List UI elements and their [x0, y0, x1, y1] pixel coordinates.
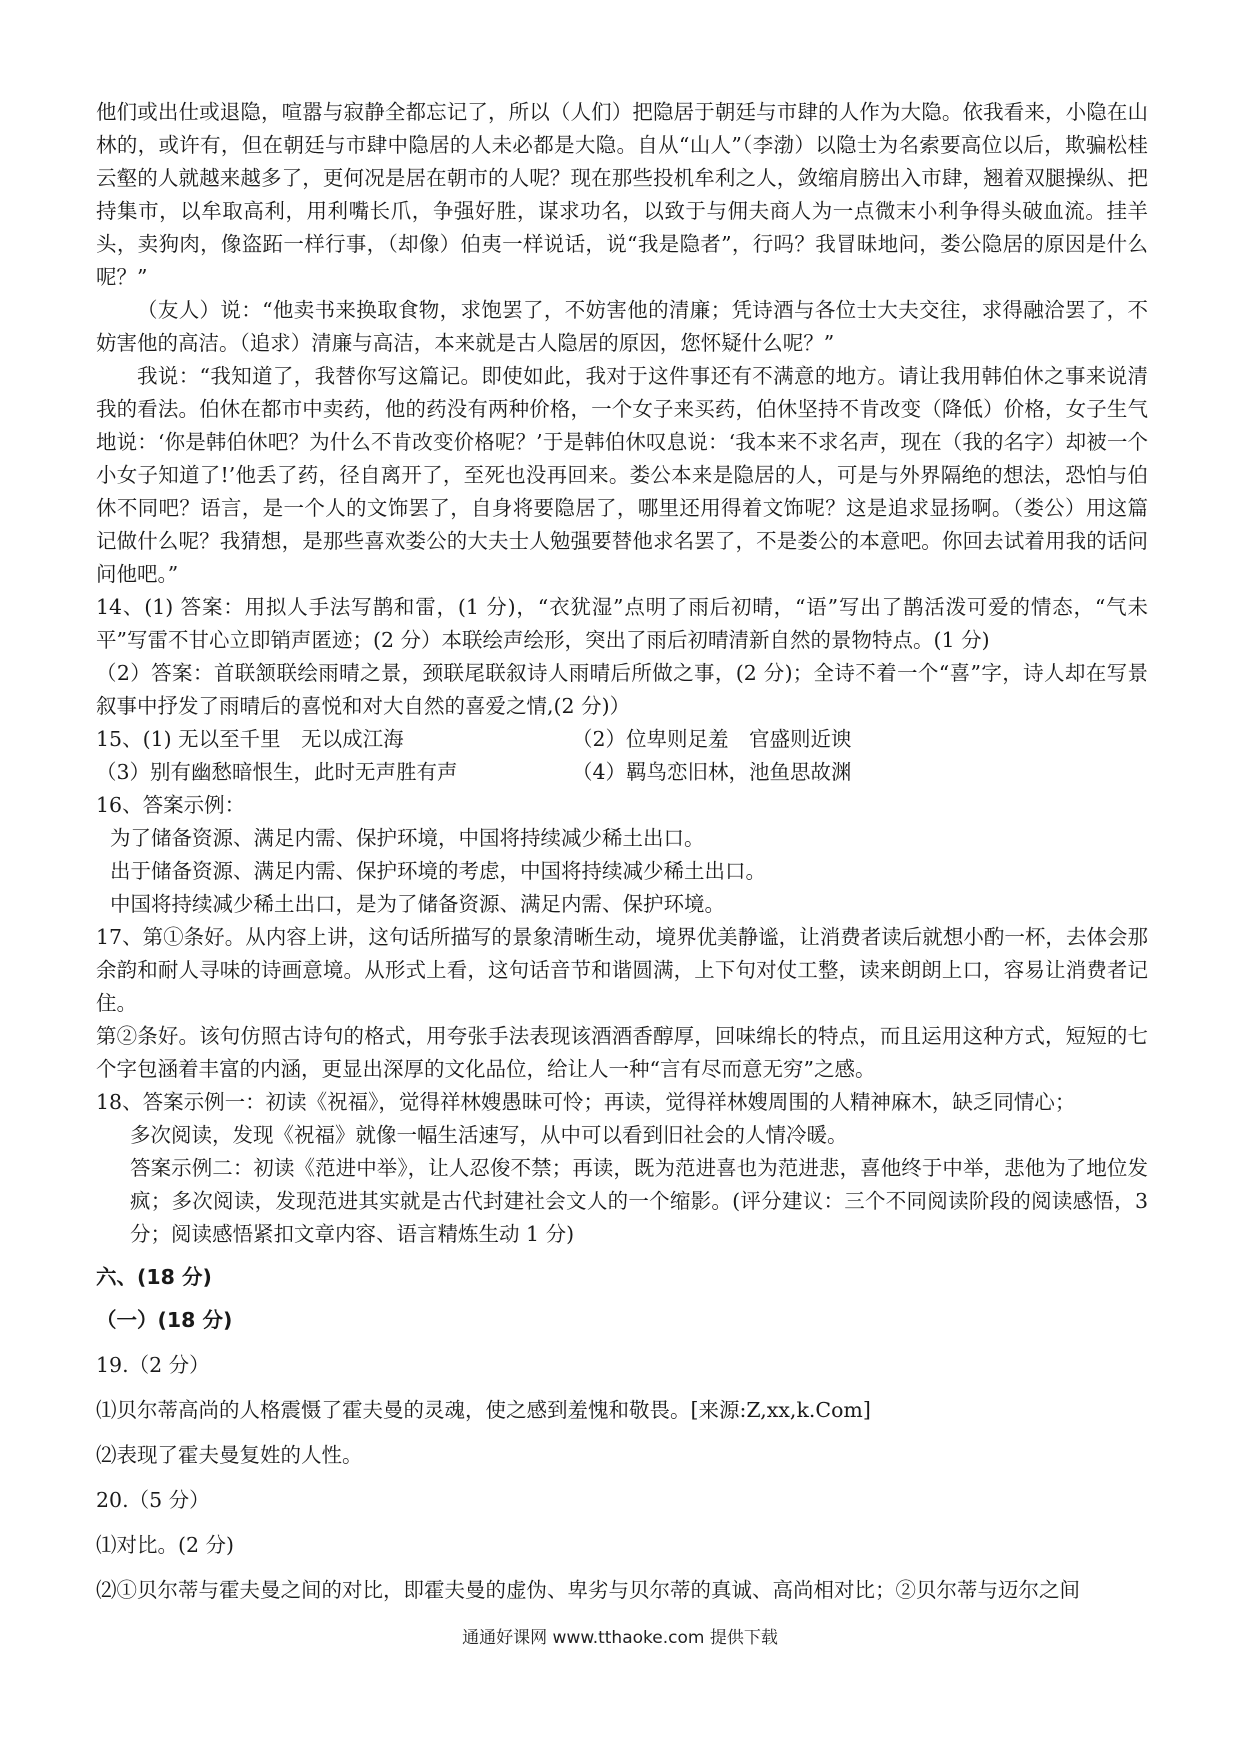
answer-19-part-1: ⑴贝尔蒂高尚的人格震慑了霍夫曼的灵魂，使之感到羞愧和敬畏。[来源:Z,xx,k.Com]: [96, 1398, 871, 1422]
answer-16-example-2: 出于储备资源、满足内需、保护环境的考虑，中国将持续减少稀土出口。: [110, 859, 766, 883]
answer-19-part-2: ⑵表现了霍夫曼复姓的人性。: [96, 1443, 363, 1467]
answer-14-part-2: （2）答案：首联颔联绘雨晴之景，颈联尾联叙诗人雨晴后所做之事，(2 分)；全诗不着一个“喜”字，诗人却在写景叙事中抒发了雨晴后的喜悦和对大自然的喜爱之情,(2 分)）: [96, 661, 1148, 718]
answer-20-part-2: ⑵①贝尔蒂与霍夫曼之间的对比，即霍夫曼的虚伪、卑劣与贝尔蒂的真诚、高尚相对比；②贝尔蒂与迈尔之间: [96, 1578, 1080, 1602]
answer-15-item-1: 15、(1) 无以至千里 无以成江海: [96, 727, 404, 751]
answer-14-part-1: 14、(1) 答案：用拟人手法写鹊和雷，(1 分)，“衣犹湿”点明了雨后初晴，“语”写出了鹊活泼可爱的情态，“气未平”写雷不甘心立即销声匿迹；(2 分）本联绘声绘形，突出了雨后初晴清新自然的景物特点。(1 分): [96, 595, 1148, 652]
answer-15-item-4: （4）羁鸟恋旧林，池鱼思故渊: [572, 760, 852, 784]
answer-16-title: 16、答案示例：: [96, 793, 246, 817]
answer-16-example-1: 为了储备资源、满足内需、保护环境，中国将持续减少稀土出口。: [110, 826, 705, 850]
answer-17-option-1: 17、第①条好。从内容上讲，这句话所描写的景象清晰生动，境界优美静谧，让消费者读后就想小酌一杯，去体会那余韵和耐人寻味的诗画意境。从形式上看，这句话音节和谐圆满，上下句对仗工整，读来朗朗上口，容易让消费者记住。: [96, 925, 1148, 1015]
section-6-sub-heading: （一）(18 分): [96, 1308, 233, 1332]
answer-18-example-1: 18、答案示例一：初读《祝福》，觉得祥林嫂愚昧可怜；再读，觉得祥林嫂周围的人精神麻木，缺乏同情心；: [96, 1090, 1076, 1114]
section-6-heading: 六、(18 分): [96, 1265, 212, 1289]
answer-15-row-2: [96, 756, 1148, 789]
answer-17-option-2: 第②条好。该句仿照古诗句的格式，用夸张手法表现该酒酒香醇厚，回味绵长的特点，而且运用这种方式，短短的七个字包涵着丰富的内涵，更显出深厚的文化品位，给让人一种“言有尽而意无穷”之感。: [96, 1024, 1148, 1081]
answer-20-part-1: ⑴对比。(2 分): [96, 1533, 235, 1557]
answer-18-example-1-cont: 多次阅读，发现《祝福》就像一幅生活速写，从中可以看到旧社会的人情冷暖。: [130, 1123, 848, 1147]
answer-15-item-3: （3）别有幽愁暗恨生，此时无声胜有声: [96, 760, 458, 784]
answer-19-title: 19.（2 分）: [96, 1353, 210, 1377]
translation-paragraph-3: 我说：“我知道了，我替你写这篇记。即使如此，我对于这件事还有不满意的地方。请让我用韩伯休之事来说清我的看法。伯休在都市中卖药，他的药没有两种价格，一个女子来买药，伯休坚持不肯改变（降低）价格，女子生气地说：‘你是韩伯休吧？为什么不肯改变价格呢？’于是韩伯休叹息说：‘我本来不求名声，现在（我的名字）却被一个小女子知道了!’他丢了药，径自离开了，至死也没再回来。娄公本来是隐居的人，可是与外界隔绝的想法，恐怕与伯休不同吧？语言，是一个人的文饰罢了，自身将要隐居了，哪里还用得着文饰呢？这是追求显扬啊。（娄公）用这篇记做什么呢？我猜想，是那些喜欢娄公的大夫士人勉强要替他求名罢了，不是娄公的本意吧。你回去试着用我的话问问他吧。”: [96, 364, 1148, 586]
translation-paragraph-2: （友人）说：“他卖书来换取食物，求饱罢了，不妨害他的清廉；凭诗酒与各位士大夫交往，求得融洽罢了，不妨害他的高洁。（追求）清廉与高洁，本来就是古人隐居的原因，您怀疑什么呢？”: [96, 298, 1148, 355]
answer-18-example-2: 答案示例二：初读《范进中举》，让人忍俊不禁；再读，既为范进喜也为范进悲，喜他终于中举，悲他为了地位发疯；多次阅读，发现范进其实就是古代封建社会文人的一个缩影。(评分建议：三个不同阅读阶段的阅读感悟，3 分；阅读感悟紧扣文章内容、语言精炼生动 1 分): [130, 1156, 1148, 1246]
page-footer: 通通好课网 www.tthaoke.com 提供下载: [462, 1628, 778, 1648]
answer-16-example-3: 中国将持续减少稀土出口，是为了储备资源、满足内需、保护环境。: [110, 892, 725, 916]
answer-20-title: 20.（5 分）: [96, 1488, 210, 1512]
translation-paragraph-1: 他们或出仕或退隐，喧嚣与寂静全都忘记了，所以（人们）把隐居于朝廷与市肆的人作为大隐。依我看来，小隐在山林的，或许有，但在朝廷与市肆中隐居的人未必都是大隐。自从“山人”（李渤）以隐士为名索要高位以后，欺骗松桂云壑的人就越来越多了，更何况是居在朝市的人呢？现在那些投机牟利之人，敛缩肩膀出入市肆，翘着双腿操纵、把持集市，以牟取高利，用利嘴长爪，争强好胜，谋求功名，以致于与佣夫商人为一点微末小利争得头破血流。挂羊头，卖狗肉，像盗跖一样行事，（却像）伯夷一样说话，说“我是隐者”，行吗？我冒昧地问，娄公隐居的原因是什么呢？”: [96, 100, 1148, 289]
answer-15-row-1: [96, 723, 1148, 756]
answer-15-item-2: （2）位卑则足羞 官盛则近谀: [572, 727, 852, 751]
